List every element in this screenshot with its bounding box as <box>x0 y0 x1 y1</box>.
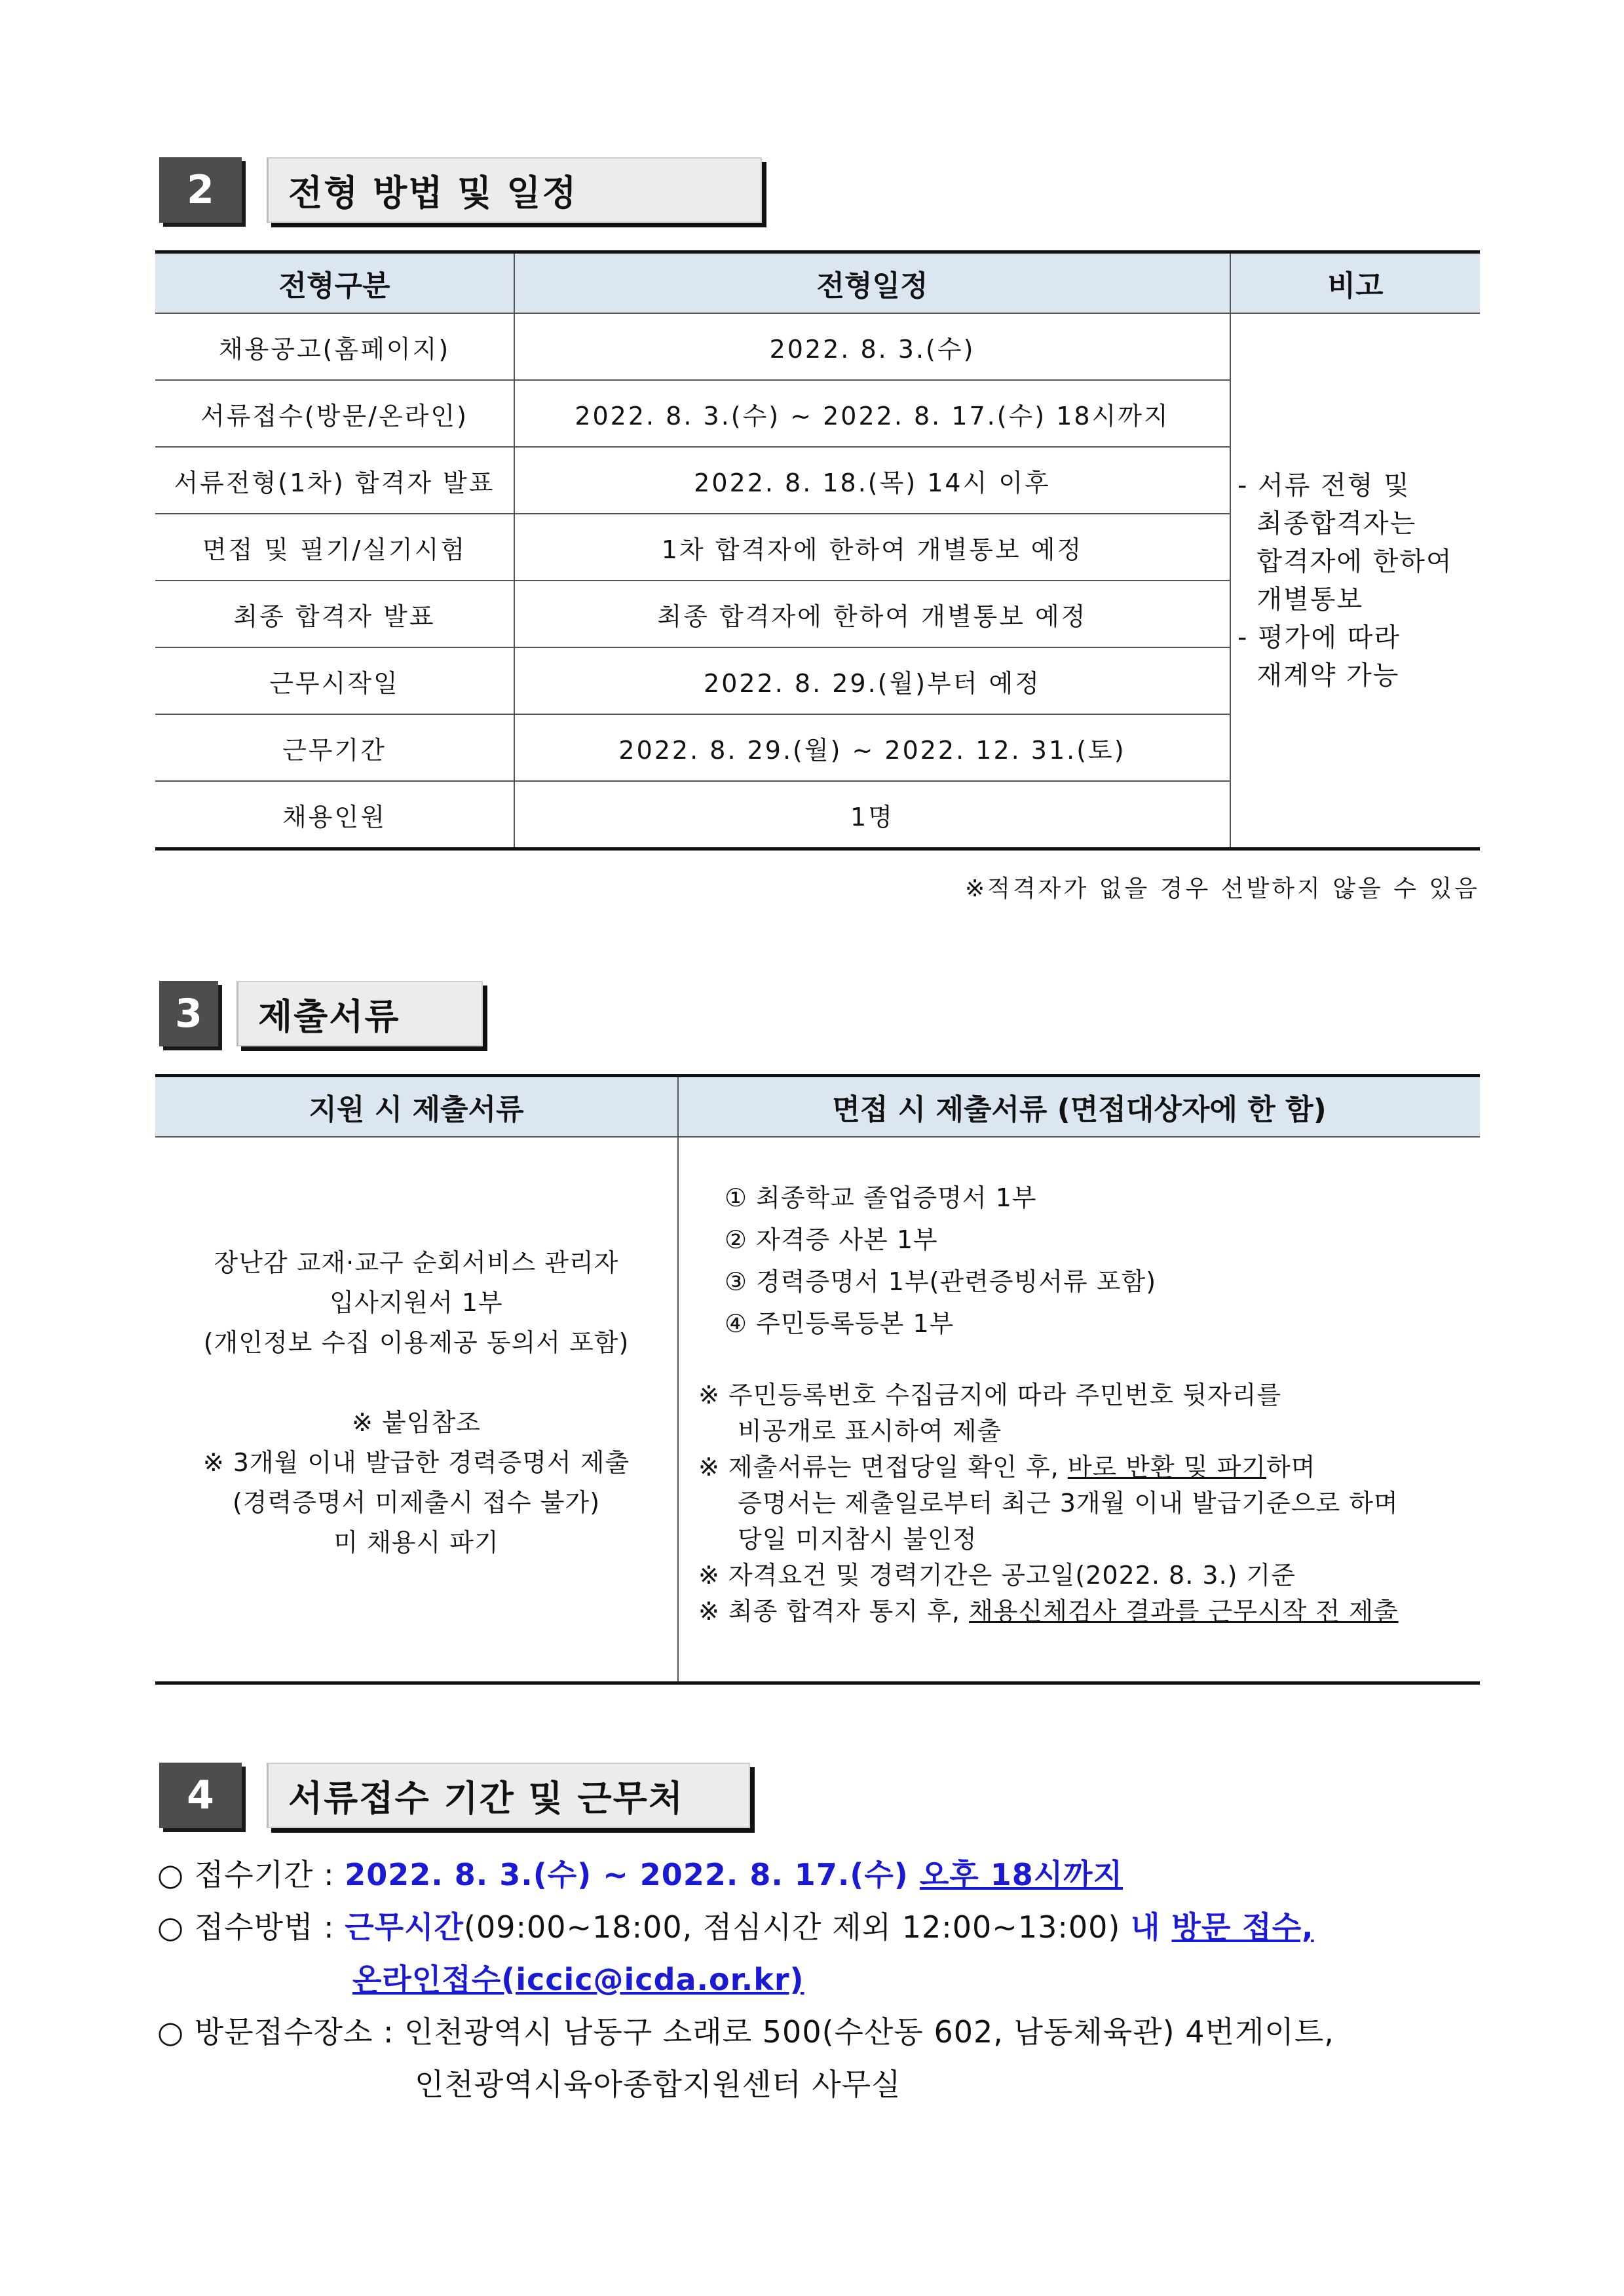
apply-doc-line: 미 채용시 파기 <box>333 1528 499 1557</box>
interview-note: 당일 미지참시 불인정 <box>738 1525 977 1554</box>
row-type: 최종 합격자 발표 <box>155 581 514 647</box>
header-interview-docs: 면접 시 제출서류 (면접대상자에 한 함) <box>678 1076 1480 1138</box>
row-schedule: 2022. 8. 3.(수) <box>514 313 1230 380</box>
interview-note: ※ 주민등록번호 수집금지에 따라 주민번호 뒷자리를 <box>698 1381 1282 1409</box>
apply-doc-line: (개인정보 수집 이용제공 동의서 포함) <box>203 1328 630 1357</box>
header-apply-docs: 지원 시 제출서류 <box>155 1076 678 1138</box>
interview-note: ※ 제출서류는 면접당일 확인 후, 바로 반환 및 파기하며 <box>698 1453 1316 1482</box>
interview-docs-cell <box>678 1137 1480 1683</box>
table-row <box>155 313 1480 380</box>
row-type: 채용공고(홈페이지) <box>155 313 514 380</box>
apply-doc-line: ※ 3개월 이내 발급한 경력증명서 제출 <box>202 1448 630 1477</box>
place-line: ○ 방문접수장소 : 인천광역시 남동구 소래로 500(수산동 602, 남동체육관) 4번게이트, <box>157 2014 1334 2050</box>
section-4-header <box>159 1763 749 1832</box>
documents-table <box>155 1074 1480 1685</box>
interview-doc-item: ④ 주민등록등본 1부 <box>725 1309 954 1338</box>
section-3-number: 3 <box>159 981 218 1046</box>
section-3-header <box>159 981 487 1050</box>
note-line: 최종합격자는 <box>1237 508 1417 539</box>
period-line: ○ 접수기간 : 2022. 8. 3.(수) ~ 2022. 8. 17.(수) 오후 18시까지 <box>157 1857 1124 1892</box>
interview-note: ※ 최종 합격자 통지 후, 채용신체검사 결과를 근무시작 전 제출 <box>698 1597 1399 1626</box>
apply-docs-cell <box>155 1137 678 1683</box>
section-2-title: 전형 방법 및 일정 <box>267 157 762 223</box>
method-line: ○ 접수방법 : 근무시간(09:00~18:00, 점심시간 제외 12:00~13:00) 내 방문 접수, <box>157 1909 1314 1945</box>
section-2-header <box>159 157 605 227</box>
apply-doc-line: (경력증명서 미제출시 접수 불가) <box>232 1488 601 1517</box>
interview-note: ※ 자격요건 및 경력기간은 공고일(2022. 8. 3.) 기준 <box>698 1561 1296 1590</box>
apply-doc-line: 입사지원서 1부 <box>330 1288 503 1317</box>
schedule-table <box>155 250 1480 851</box>
note-line: - 서류 전형 및 <box>1237 470 1410 501</box>
section-3-title: 제출서류 <box>236 981 483 1046</box>
note-cell <box>1230 313 1480 849</box>
interview-doc-item: ② 자격증 사본 1부 <box>725 1225 938 1254</box>
note-line: 재계약 가능 <box>1237 660 1400 691</box>
interview-doc-item: ③ 경력증명서 1부(관련증빙서류 포함) <box>725 1267 1157 1296</box>
section-4-title: 서류접수 기간 및 근무처 <box>267 1763 750 1828</box>
row-schedule: 최종 합격자에 한하여 개별통보 예정 <box>514 581 1230 647</box>
place-line-2: 인천광역시육아종합지원센터 사무실 <box>415 2067 901 2102</box>
interview-doc-item: ① 최종학교 졸업증명서 1부 <box>725 1183 1037 1212</box>
row-schedule: 2022. 8. 3.(수) ~ 2022. 8. 17.(수) 18시까지 <box>514 380 1230 447</box>
row-type: 서류전형(1차) 합격자 발표 <box>155 447 514 514</box>
section-4-number: 4 <box>159 1763 242 1828</box>
row-type: 근무시작일 <box>155 647 514 714</box>
interview-note: 증명서는 제출일로부터 최근 3개월 이내 발급기준으로 하며 <box>738 1489 1399 1518</box>
interview-note: 비공개로 표시하여 제출 <box>738 1417 1002 1445</box>
note-line: - 평가에 따라 <box>1237 622 1401 653</box>
row-schedule: 2022. 8. 29.(월) ~ 2022. 12. 31.(토) <box>514 714 1230 781</box>
note-line: 개별통보 <box>1237 584 1363 615</box>
row-type: 서류접수(방문/온라인) <box>155 380 514 447</box>
row-type: 근무기간 <box>155 714 514 781</box>
row-schedule: 2022. 8. 29.(월)부터 예정 <box>514 647 1230 714</box>
row-type: 면접 및 필기/실기시험 <box>155 514 514 581</box>
header-schedule: 전형일정 <box>514 252 1230 314</box>
selection-remark: ※적격자가 없을 경우 선발하지 않을 수 있음 <box>964 875 1480 902</box>
note-line: 합격자에 한하여 <box>1237 546 1453 577</box>
row-schedule: 2022. 8. 18.(목) 14시 이후 <box>514 447 1230 514</box>
section-2-number: 2 <box>159 157 242 223</box>
row-schedule: 1명 <box>514 781 1230 849</box>
row-schedule: 1차 합격자에 한하여 개별통보 예정 <box>514 514 1230 581</box>
apply-doc-line: ※ 붙임참조 <box>352 1408 481 1437</box>
header-note: 비고 <box>1230 252 1480 314</box>
header-type: 전형구분 <box>155 252 514 314</box>
method-online-line: 온라인접수(iccic@icda.or.kr) <box>352 1962 804 1997</box>
row-type: 채용인원 <box>155 781 514 849</box>
apply-doc-line: 장난감 교재·교구 순회서비스 관리자 <box>214 1248 619 1277</box>
